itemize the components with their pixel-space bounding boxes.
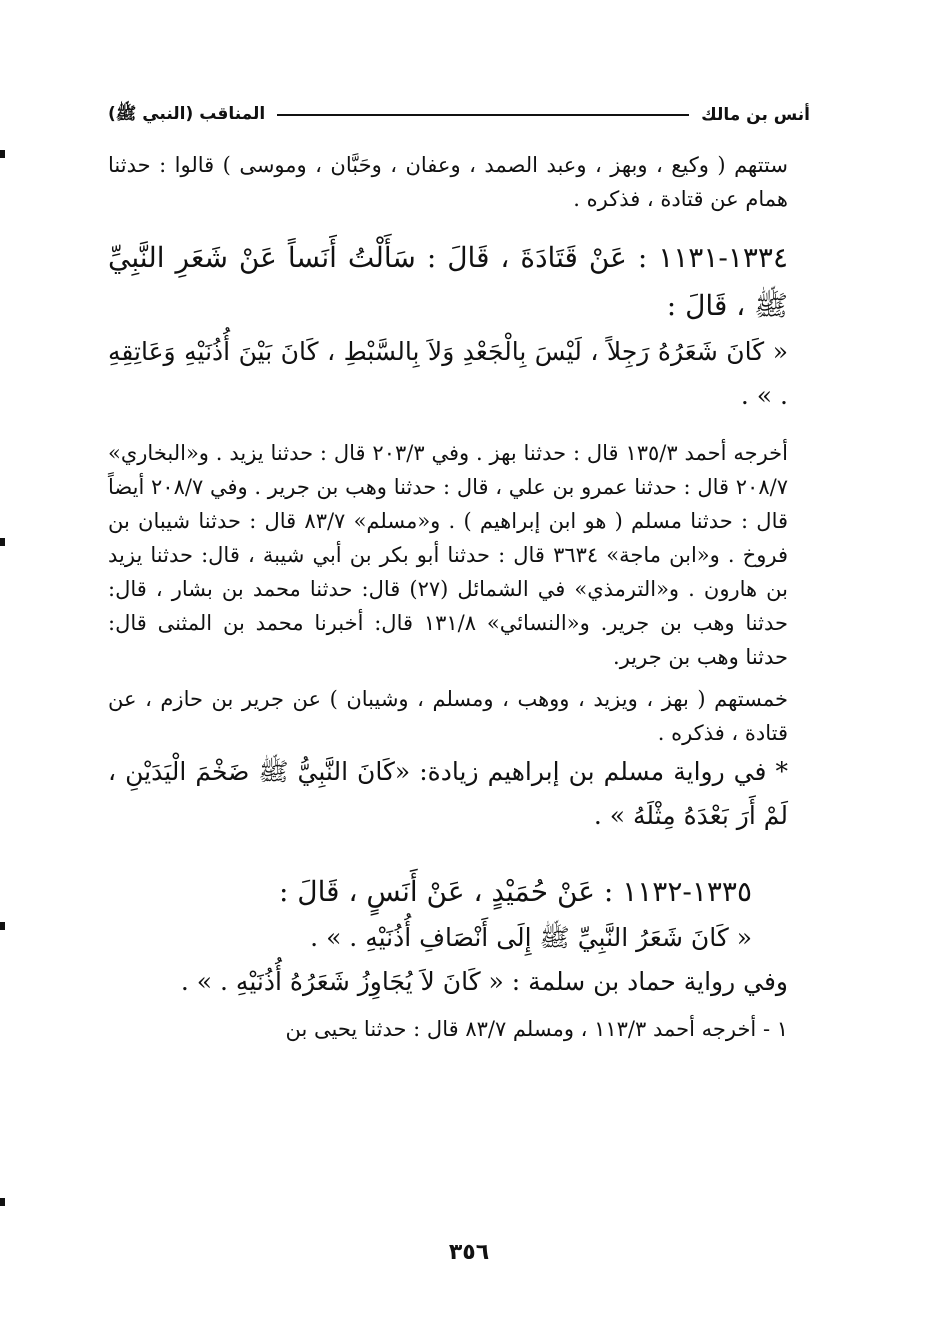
hadith-heading-1334: ١٣٣٤-١١٣١ : عَنْ قَتَادَةَ ، قَالَ : سَأَلْتُ أَنَساً عَنْ شَعَرِ النَّبِيِّ ﷺ ، قَالَ :: [108, 241, 788, 322]
scan-margin-mark: [0, 922, 5, 930]
scan-margin-mark: [0, 1198, 5, 1206]
hadith-text-1334: « كَانَ شَعَرُهُ رَجِلاً ، لَيْسَ بِالْجَعْدِ وَلاَ بِالسَّبْطِ ، كَانَ بَيْنَ أُذُنَيْهِ وَعَاتِقِهِ . » .: [108, 337, 788, 410]
hadith-heading-1335: ١٣٣٥-١١٣٢ : عَنْ حُمَيْدٍ ، عَنْ أَنَسٍ ، قَالَ :: [278, 875, 752, 908]
paragraph-hammad-narration: وفي رواية حماد بن سلمة : « كَانَ لاَ يُجَاوِزُ شَعَرُهُ أُذُنَيْهِ . » .: [180, 967, 788, 996]
page-number: ٣٥٦: [448, 1240, 490, 1265]
page-body: [108, 148, 810, 1046]
paragraph-takhrij-1334: أخرجه أحمد ١٣٥/٣ قال : حدثنا بهز . وفي ٢٠٣/٣ قال : حدثنا يزيد . و«البخاري» ٢٠٨/٧ قال : حدثنا عمرو بن علي ، قال : حدثنا وهب بن جرير . وفي ٢٠٨/٧ أيضاً قال : حدثنا مسلم ( هو ابن إبراهيم ) . و«مسلم» ٨٣/٧ قال : حدثنا شيبان بن فروخ . و«ابن ماجة» ٣٦٣٤ قال : حدثنا أبو بكر بن أبي شيبة ، قال: حدثنا يزيد بن هارون . و«الترمذي» في الشمائل (٢٧) قال: حدثنا محمد بن بشار ، قال: حدثنا وهب بن جرير. و«النسائي» ١٣١/٨ قال: أخبرنا محمد بن المثنى قال: حدثنا وهب بن جرير.: [108, 441, 789, 669]
scan-margin-mark: [0, 538, 5, 546]
scan-margin-mark: [0, 150, 5, 158]
footnote-takhrij-1335: ١ - أخرجه أحمد ١١٣/٣ ، ومسلم ٨٣/٧ قال : حدثنا يحيى بن: [285, 1017, 788, 1041]
running-header: [108, 100, 810, 130]
hadith-text-1335: « كَانَ شَعَرُ النَّبِيِّ ﷺ إِلَى أَنْصَافِ أُذُنَيْهِ . » .: [310, 923, 752, 952]
paragraph-extra-narration: * في رواية مسلم بن إبراهيم زيادة: «كَانَ النَّبِيُّ ﷺ ضَخْمَ الْيَدَيْنِ ، لَمْ أَرَ بَعْدَهُ مِثْلَهُ » .: [108, 757, 788, 830]
paragraph-narrators: ستتهم ( وكيع ، وبهز ، وعبد الصمد ، وعفان ، وحَبَّان ، وموسى ) قالوا : حدثنا همام عن قتادة ، فذكره .: [108, 153, 788, 211]
paragraph-five-narrators: خمستهم ( بهز ، ويزيد ، ووهب ، ومسلم ، وشيبان ) عن جرير بن حازم ، عن قتادة ، فذكره .: [108, 687, 788, 745]
header-rule: [277, 114, 689, 116]
header-left-title: المناقب (النبي ﷺ): [108, 103, 266, 124]
header-right-title: أنس بن مالك: [701, 105, 810, 125]
